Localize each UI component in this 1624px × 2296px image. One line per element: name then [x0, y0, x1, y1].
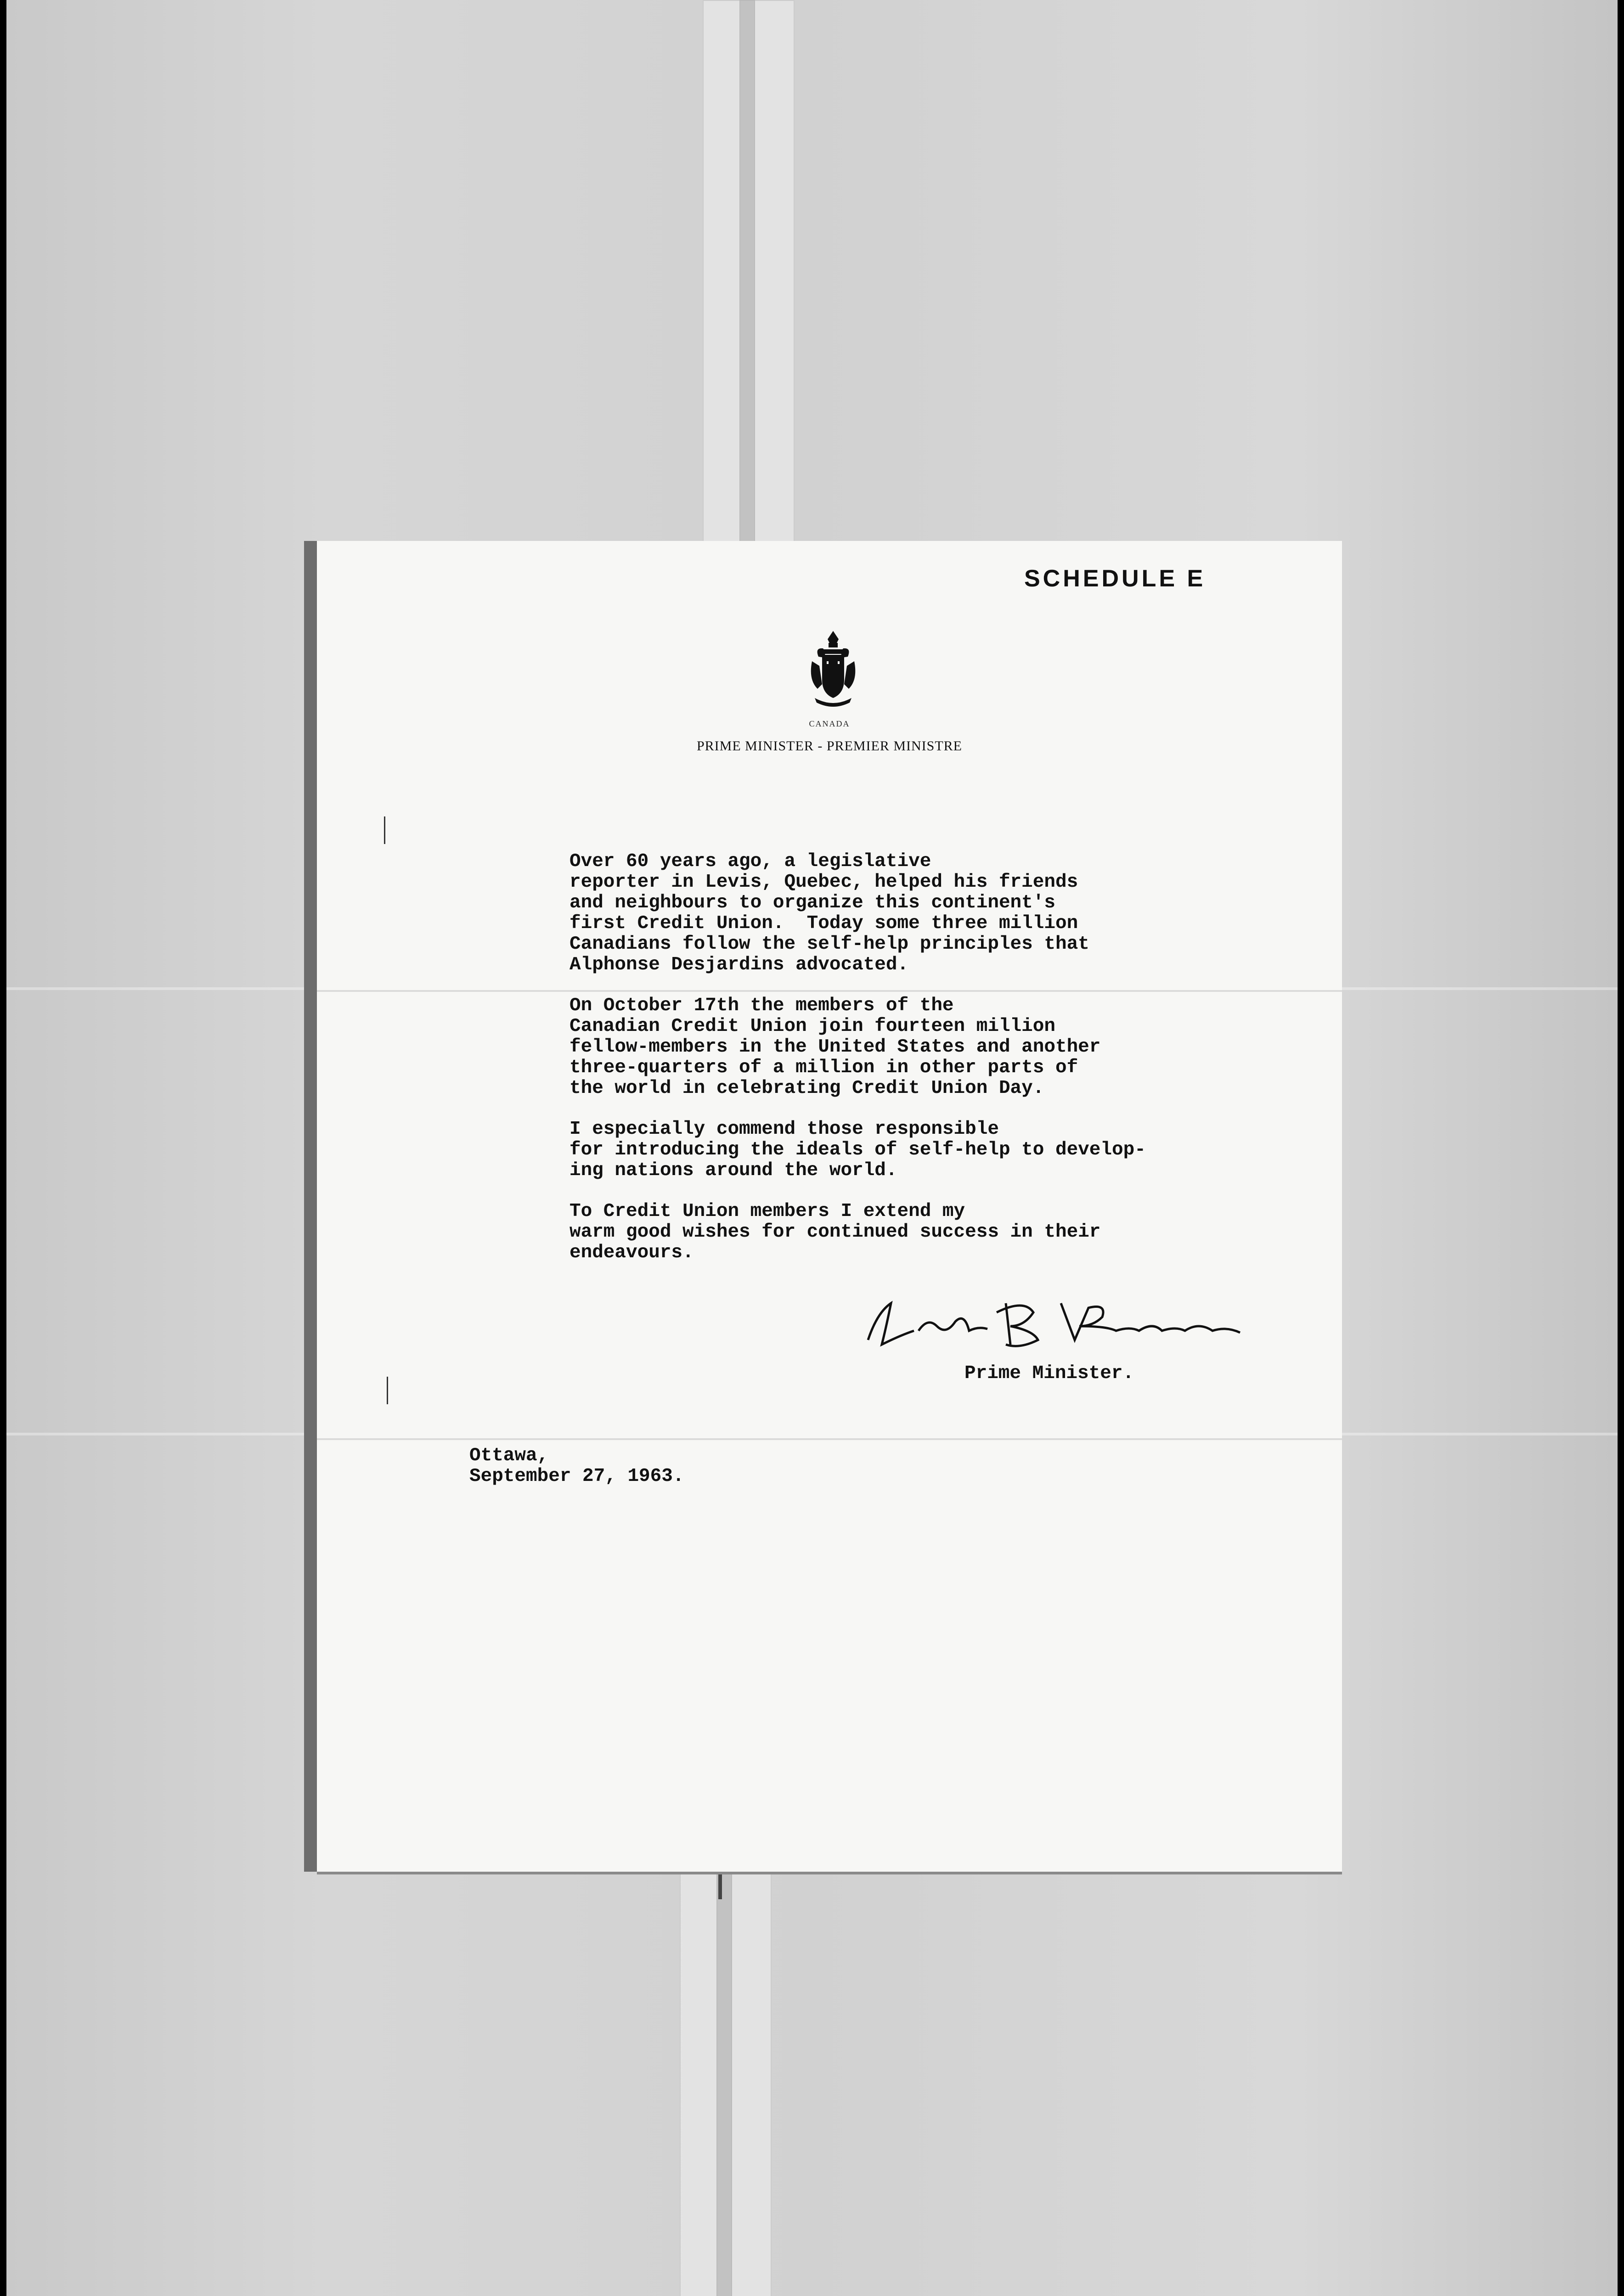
- handwritten-signature: [859, 1285, 1272, 1358]
- paragraph-2: On October 17th the members of the Canadian Credit Union join fourteen million fellow-members in the United States and another three-quarters of a million in other parts of the world in celebrating Credit Union Day.: [570, 995, 1101, 1099]
- margin-mark: [387, 1377, 388, 1404]
- signatory-title: Prime Minister.: [964, 1363, 1134, 1384]
- letterhead-office: PRIME MINISTER - PREMIER MINISTRE: [696, 738, 963, 754]
- pin-mark: [718, 1872, 722, 1899]
- schedule-label: SCHEDULE E: [1024, 565, 1206, 592]
- letter-body: [570, 851, 1212, 1283]
- tape-edge-top: [739, 0, 755, 542]
- letter-place: Ottawa,: [469, 1445, 549, 1466]
- paragraph-3: I especially commend those responsible for introducing the ideals of self-help to develop- ing nations around the world.: [570, 1119, 1146, 1181]
- margin-mark: [384, 816, 385, 844]
- letter-dateline: [469, 1446, 684, 1487]
- letter-fold: [317, 1438, 1342, 1440]
- coat-of-arms-icon: [806, 629, 861, 712]
- letter-sheet: [317, 541, 1342, 1872]
- crest-caption: CANADA: [809, 719, 850, 728]
- paragraph-4: To Credit Union members I extend my warm good wishes for continued success in their endeavours.: [570, 1201, 1101, 1263]
- paragraph-1: Over 60 years ago, a legislative reporter in Levis, Quebec, helped his friends and neighbours to organize this continent's first Credit Union. Today some three million Canadians follow the self-help principles that Alphonse Desjardins advocated.: [570, 851, 1089, 975]
- letter-date: September 27, 1963.: [469, 1466, 684, 1487]
- tape-edge-bottom: [716, 1872, 732, 2296]
